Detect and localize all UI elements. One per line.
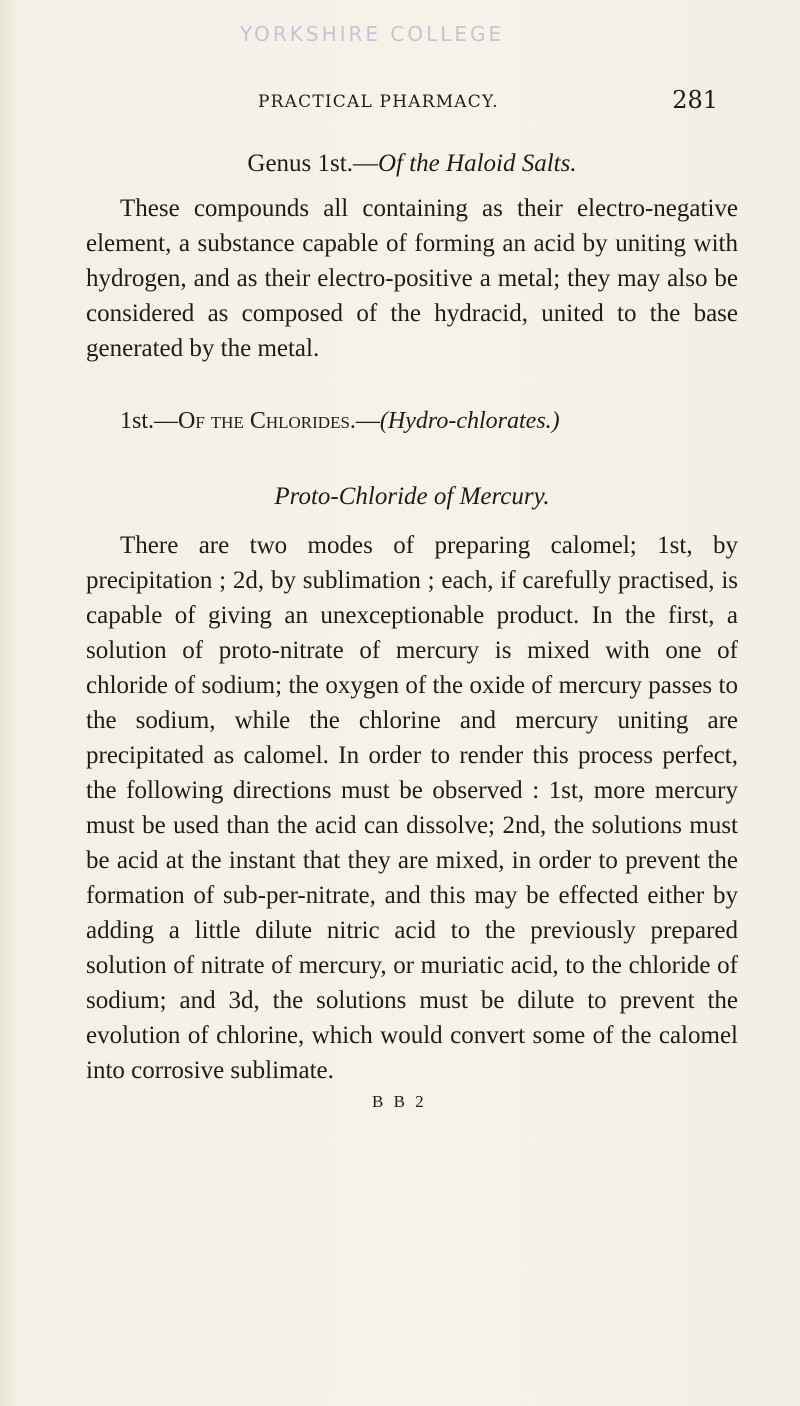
page-content xyxy=(86,126,738,1116)
section-heading xyxy=(86,404,738,439)
section-title: Of the Chlorides.— xyxy=(178,408,380,434)
genus-heading xyxy=(86,146,738,181)
genus-prefix: Genus 1st.— xyxy=(247,150,378,177)
library-stamp xyxy=(205,0,665,80)
section-subtitle: (Hydro-chlorates.) xyxy=(379,408,560,434)
signature-mark: B B 2 xyxy=(372,1092,427,1111)
main-paragraph: There are two modes of preparing calomel; 1st, by precipitation ; 2d, by sublimation ; each, if carefully practised, is capable of giving an unexceptionable product. In the first, a solution of proto-nitrate of mercury is mixed with one of chloride of sodium; the oxygen of the oxide of mercury passes to the sodium, while the chlorine and mercury uniting are precipitated as calomel. In order to render this process perfect, the following directions must be observed : 1st, more mercury must be used than the acid can dissolve; 2nd, the solutions must be acid at the instant that they are mixed, in order to prevent the formation of sub-per-nitrate, and this may be effected either by adding a little dilute nitric acid to the previously prepared solution of nitrate of mercury, or muriatic acid, to the chloride of sodium; and 3d, the solutions must be dilute to prevent the evolution of chlorine, which would convert some of the calomel into corrosive sublimate. xyxy=(86,532,738,1084)
section-number: 1st.— xyxy=(120,408,179,434)
subheading: Proto-Chloride of Mercury. xyxy=(274,483,550,510)
intro-paragraph: These compounds all containing as their electro-negative element, a substance capable of forming an acid by uniting with hydrogen, and as their electro-positive a metal; they may also be considered as composed of the hydracid, united to the base generated by the metal. xyxy=(86,195,738,362)
page-number: 281 xyxy=(672,86,718,114)
running-head: PRACTICAL PHARMACY. xyxy=(258,92,499,112)
library-stamp-line1: YORKSHIRE COLLEGE xyxy=(240,22,505,46)
genus-title: Of the Haloid Salts. xyxy=(377,150,577,177)
